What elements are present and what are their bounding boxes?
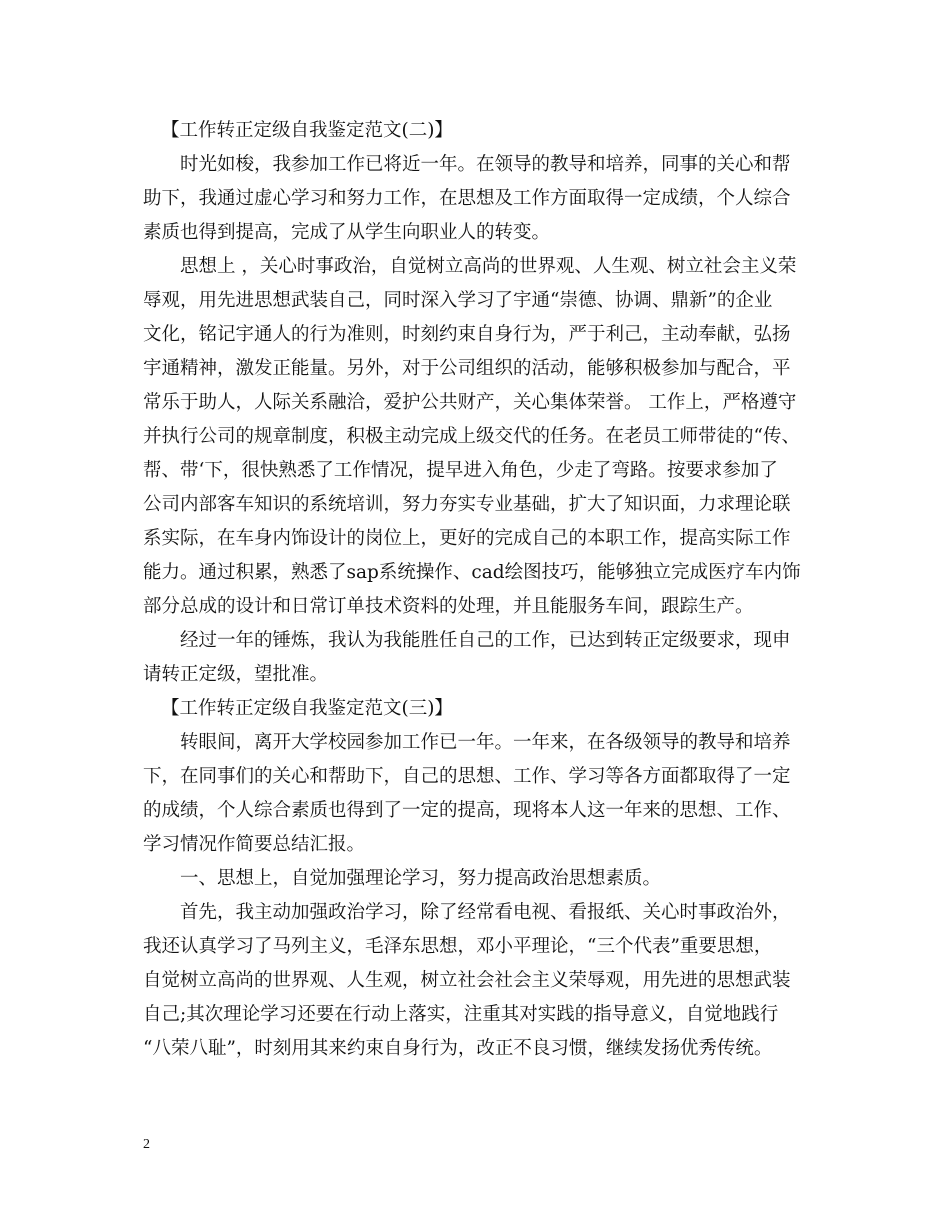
paragraph-line: 常乐于助人，人际关系融洽，爱护公共财产，关心集体荣誉。 工作上，严格遵守	[143, 392, 797, 413]
paragraph-line: 帮、带‘下，很快熟悉了工作情况，提早进入角色，少走了弯路。按要求参加了	[143, 460, 778, 481]
paragraph-line: 并执行公司的规章制度，积极主动完成上级交代的任务。在老员工师带徒的“传、	[143, 426, 800, 447]
document-body	[143, 114, 828, 1066]
paragraph-line: 我还认真学习了马列主义，毛泽东思想，邓小平理论，“三个代表”重要思想，	[143, 936, 773, 957]
paragraph-line: 自己;其次理论学习还要在行动上落实，注重其对实践的指导意义，自觉地践行	[143, 1004, 779, 1025]
paragraph-line: 自觉树立高尚的世界观、人生观，树立社会社会主义荣辱观，用先进的思想武装	[143, 970, 791, 991]
paragraph-line: 思想上 ，关心时事政治，自觉树立高尚的世界观、人生观、树立社会主义荣	[180, 256, 797, 277]
paragraph-line: 学习情况作简要总结汇报。	[143, 834, 366, 855]
paragraph-line: 时光如梭，我参加工作已将近一年。在领导的教导和培养，同事的关心和帮	[180, 154, 791, 175]
page-number: 2	[143, 1137, 150, 1152]
paragraph-line: 请转正定级，望批准。	[143, 664, 329, 685]
paragraph-line: 部分总成的设计和日常订单技术资料的处理，并且能服务车间，跟踪生产。	[143, 596, 754, 617]
paragraph-line: 能力。通过积累，熟悉了sap系统操作、cad绘图技巧，能够独立完成医疗车内饰	[143, 562, 801, 583]
paragraph-line: 文化，铭记宇通人的行为准则，时刻约束自身行为，严于利己，主动奉献，弘扬	[143, 324, 791, 345]
paragraph-line: 下，在同事们的关心和帮助下，自己的思想、工作、学习等各方面都取得了一定	[143, 766, 791, 787]
paragraph-line: 首先，我主动加强政治学习，除了经常看电视、看报纸、关心时事政治外，	[180, 902, 791, 923]
section-heading: 【工作转正定级自我鉴定范文(二)】	[161, 120, 453, 141]
subheading-line: 一、思想上，自觉加强理论学习，努力提高政治思想素质。	[180, 868, 662, 889]
paragraph-line: 经过一年的锤炼，我认为我能胜任自己的工作，已达到转正定级要求，现申	[180, 630, 791, 651]
paragraph-line: 公司内部客车知识的系统培训，努力夯实专业基础，扩大了知识面，力求理论联	[143, 494, 791, 515]
paragraph-line: “八荣八耻”，时刻用其来约束自身行为，改正不良习惯，继续发扬优秀传统。	[143, 1038, 773, 1059]
paragraph-line: 转眼间，离开大学校园参加工作已一年。一年来，在各级领导的教导和培养	[180, 732, 791, 753]
section-heading: 【工作转正定级自我鉴定范文(三)】	[161, 698, 453, 719]
paragraph-line: 辱观，用先进思想武装自己，同时深入学习了宇通“崇德、协调、鼎新”的企业	[143, 290, 773, 311]
paragraph-line: 的成绩，个人综合素质也得到了一定的提高，现将本人这一年来的思想、工作、	[143, 800, 791, 821]
paragraph-line: 系实际，在车身内饰设计的岗位上，更好的完成自己的本职工作，提高实际工作	[143, 528, 791, 549]
paragraph-line: 宇通精神，激发正能量。另外，对于公司组织的活动，能够积极参加与配合，平	[143, 358, 791, 379]
paragraph-line: 助下，我通过虚心学习和努力工作，在思想及工作方面取得一定成绩，个人综合	[143, 188, 791, 209]
paragraph-line: 素质也得到提高，完成了从学生向职业人的转变。	[143, 222, 551, 243]
